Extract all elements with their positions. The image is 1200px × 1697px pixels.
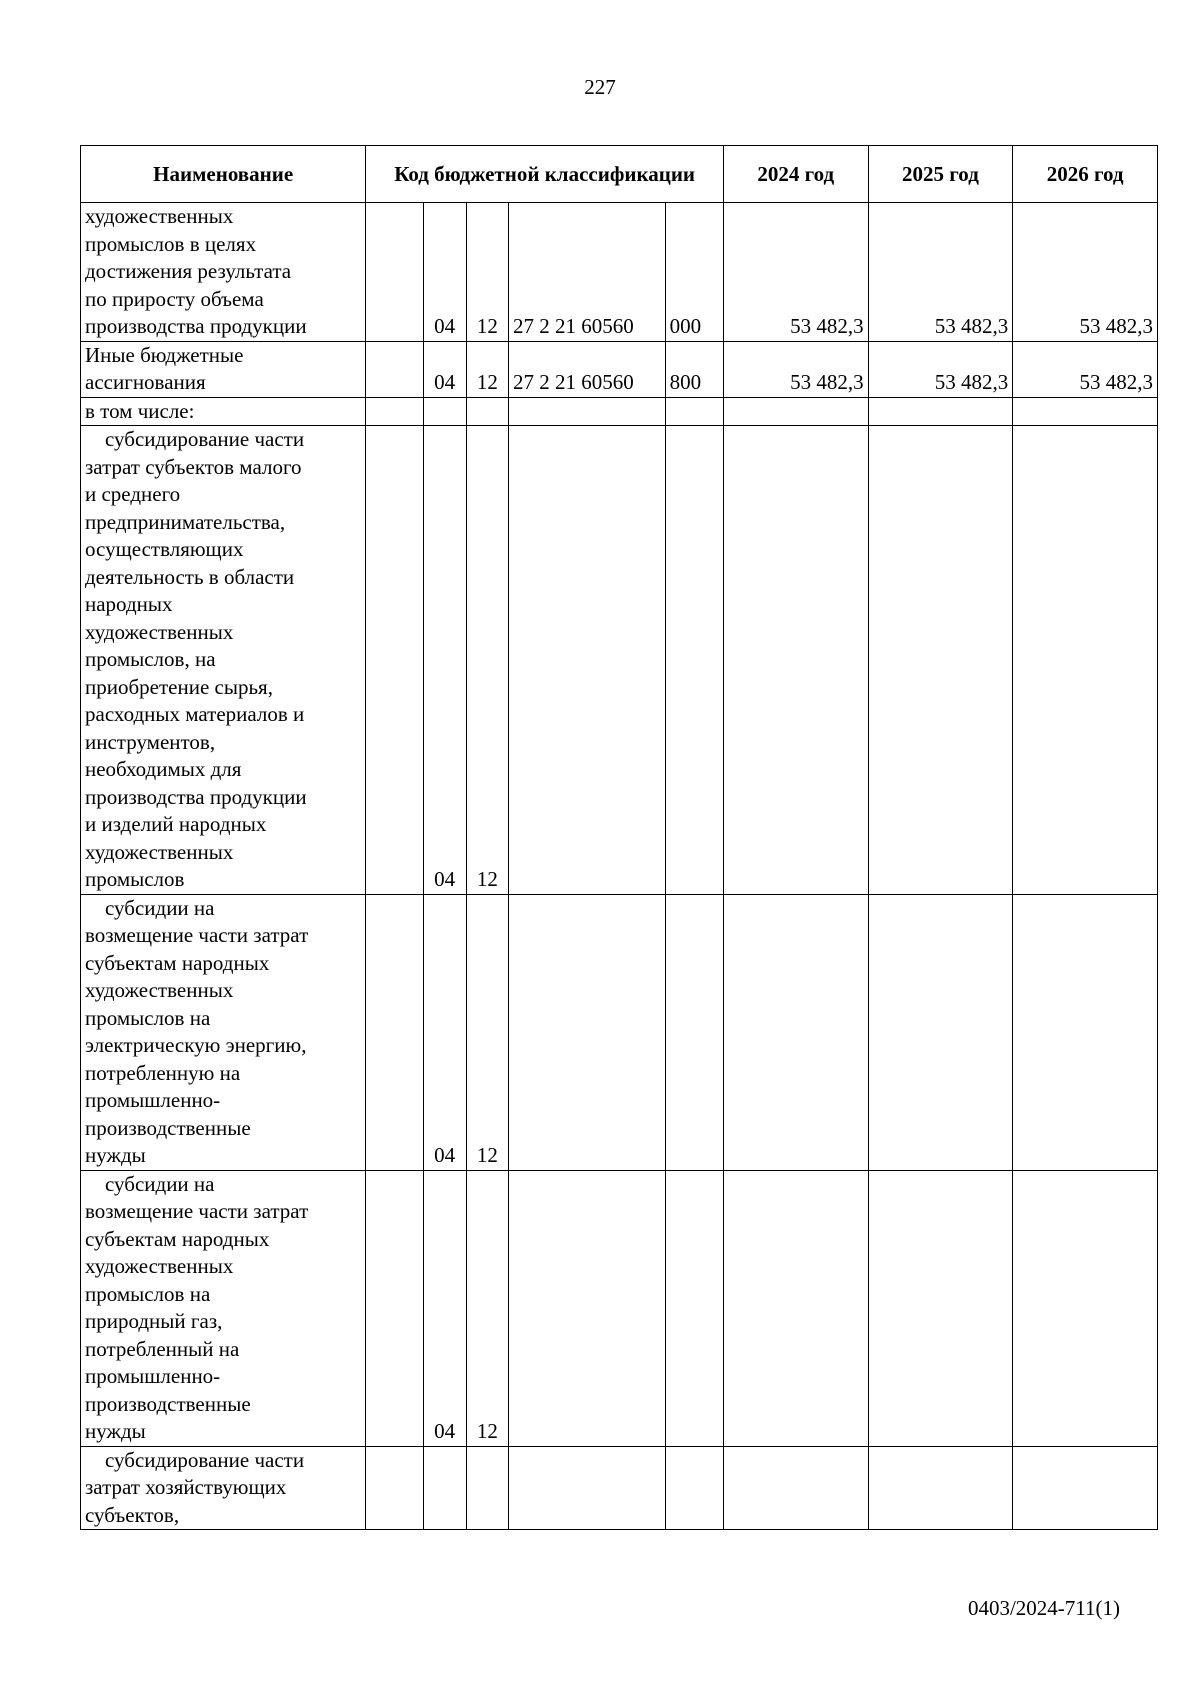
cell-v2025 <box>868 426 1013 895</box>
name-line: нужды <box>85 1419 146 1443</box>
cell-rz: 04 <box>423 894 466 1170</box>
cell-rz: 04 <box>423 1170 466 1446</box>
cell-v2024 <box>723 894 868 1170</box>
row-name <box>81 894 366 1170</box>
cell-vr <box>665 397 723 426</box>
name-line: промышленно- <box>85 1364 221 1388</box>
name-line: достижения результата <box>85 259 292 283</box>
header-2025: 2025 год <box>868 146 1013 203</box>
cell-v2025 <box>868 894 1013 1170</box>
name-line: по приросту объема <box>85 286 264 311</box>
cell-v2025: 53 482,3 <box>868 341 1013 397</box>
cell-v2026 <box>1013 426 1158 895</box>
header-2024: 2024 год <box>723 146 868 203</box>
name-line: промыслов на <box>85 1005 211 1030</box>
name-line: и изделий народных <box>85 812 267 836</box>
table-row <box>81 1170 1158 1446</box>
cell-blank <box>366 1446 423 1530</box>
name-line: производственные <box>85 1115 251 1140</box>
cell-v2026: 53 482,3 <box>1013 341 1158 397</box>
name-line: производственные <box>85 1391 251 1416</box>
cell-rz <box>423 1446 466 1530</box>
table-header <box>81 146 1158 203</box>
cell-rz: 04 <box>423 203 466 342</box>
cell-pr <box>466 397 508 426</box>
name-line: промыслов <box>85 867 185 891</box>
name-line: художественных <box>85 978 234 1002</box>
name-line: промыслов на <box>85 1281 211 1306</box>
name-line: художественных <box>85 1254 234 1278</box>
cell-vr: 800 <box>665 341 723 397</box>
name-line: расходных материалов и <box>85 702 305 726</box>
page-number: 227 <box>584 75 616 99</box>
cell-v2024 <box>723 426 868 895</box>
cell-vr: 000 <box>665 203 723 342</box>
cell-v2024 <box>723 1446 868 1530</box>
cell-vr <box>665 426 723 895</box>
cell-pr: 12 <box>466 341 508 397</box>
name-line: осуществляющих <box>85 537 244 561</box>
name-line: субъектам народных <box>85 950 270 975</box>
table-row <box>81 426 1158 895</box>
row-name <box>81 341 366 397</box>
cell-rz: 04 <box>423 341 466 397</box>
name-line: субъектам народных <box>85 1226 270 1251</box>
name-line: природный газ, <box>85 1309 223 1333</box>
name-line: инструментов, <box>85 729 216 754</box>
name-line: художественных <box>85 839 234 864</box>
row-name <box>81 1170 366 1446</box>
name-line: и среднего <box>85 482 181 506</box>
name-line: потребленный на <box>85 1336 240 1361</box>
name-line: в том числе: <box>85 398 195 423</box>
name-line: затрат субъектов малого <box>85 454 302 479</box>
cell-v2026 <box>1013 397 1158 426</box>
cell-pr: 12 <box>466 1170 508 1446</box>
cell-blank <box>366 203 423 342</box>
name-line: субсидирование части <box>105 427 305 451</box>
cell-rz <box>423 397 466 426</box>
table-row <box>81 894 1158 1170</box>
cell-vr <box>665 894 723 1170</box>
row-name <box>81 1446 366 1530</box>
cell-v2024 <box>723 397 868 426</box>
cell-vr <box>665 1446 723 1530</box>
header-name: Наименование <box>81 146 366 203</box>
cell-csr: 27 2 21 60560 <box>508 341 665 397</box>
cell-v2025 <box>868 1446 1013 1530</box>
name-line: предпринимательства, <box>85 509 286 534</box>
cell-rz: 04 <box>423 426 466 895</box>
cell-blank <box>366 1170 423 1446</box>
cell-v2026 <box>1013 894 1158 1170</box>
name-line: ассигнования <box>85 370 206 394</box>
name-line: электрическую энергию, <box>85 1033 307 1057</box>
cell-v2025: 53 482,3 <box>868 203 1013 342</box>
name-line: субъектов, <box>85 1502 180 1527</box>
row-name <box>81 203 366 342</box>
name-line: деятельность в области <box>85 564 295 589</box>
name-line: промыслов в целях <box>85 231 257 256</box>
name-line: субсидии на <box>105 1171 215 1196</box>
cell-csr <box>508 1446 665 1530</box>
name-line: промышленно- <box>85 1088 221 1112</box>
name-line: возмещение части затрат <box>85 923 309 947</box>
cell-v2026 <box>1013 1446 1158 1530</box>
name-line: приобретение сырья, <box>85 674 273 699</box>
name-line: необходимых для <box>85 757 242 781</box>
row-name <box>81 397 366 426</box>
header-2026: 2026 год <box>1013 146 1158 203</box>
cell-pr: 12 <box>466 203 508 342</box>
cell-csr <box>508 1170 665 1446</box>
cell-pr: 12 <box>466 894 508 1170</box>
cell-blank <box>366 397 423 426</box>
table-row <box>81 397 1158 426</box>
table-row <box>81 203 1158 342</box>
cell-v2024 <box>723 1170 868 1446</box>
name-line: художественных <box>85 619 234 644</box>
name-line: производства продукции <box>85 314 307 338</box>
cell-v2025 <box>868 397 1013 426</box>
cell-v2026: 53 482,3 <box>1013 203 1158 342</box>
cell-blank <box>366 426 423 895</box>
document-id: 0403/2024-711(1) <box>967 1596 1120 1620</box>
header-code: Код бюджетной классификации <box>366 146 724 203</box>
name-line: нужды <box>85 1143 146 1167</box>
name-line: субсидирование части <box>105 1447 305 1472</box>
name-line: субсидии на <box>105 895 215 920</box>
cell-v2026 <box>1013 1170 1158 1446</box>
name-line: возмещение части затрат <box>85 1199 309 1223</box>
cell-csr <box>508 426 665 895</box>
table-row <box>81 1446 1158 1530</box>
name-line: художественных <box>85 204 234 228</box>
cell-csr <box>508 894 665 1170</box>
cell-v2024: 53 482,3 <box>723 203 868 342</box>
name-line: народных <box>85 592 173 616</box>
cell-v2024: 53 482,3 <box>723 341 868 397</box>
name-line: затрат хозяйствующих <box>85 1475 287 1499</box>
cell-vr <box>665 1170 723 1446</box>
budget-table <box>80 145 1158 1530</box>
cell-csr <box>508 397 665 426</box>
row-name <box>81 426 366 895</box>
cell-pr: 12 <box>466 426 508 895</box>
cell-pr <box>466 1446 508 1530</box>
name-line: промыслов, на <box>85 647 216 671</box>
name-line: производства продукции <box>85 784 307 809</box>
cell-blank <box>366 894 423 1170</box>
cell-v2025 <box>868 1170 1013 1446</box>
cell-blank <box>366 341 423 397</box>
name-line: Иные бюджетные <box>85 342 244 367</box>
cell-csr: 27 2 21 60560 <box>508 203 665 342</box>
name-line: потребленную на <box>85 1060 241 1085</box>
table-row <box>81 341 1158 397</box>
